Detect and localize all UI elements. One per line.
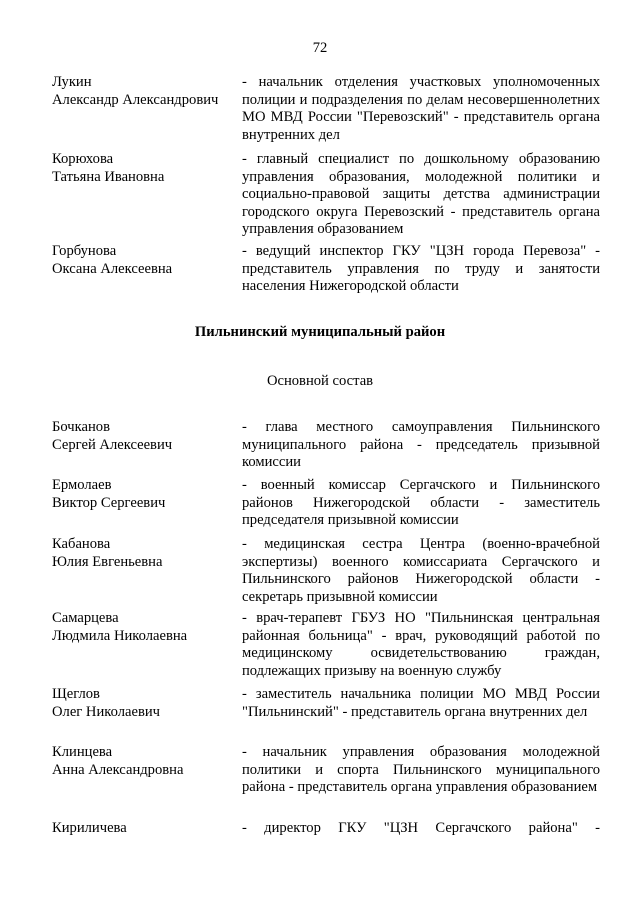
member-given-name: Оксана Алексеевна	[52, 260, 173, 277]
section-title: Пильнинский муниципальный район	[194, 324, 446, 340]
member-name	[52, 74, 242, 109]
member-given-name: Олег Николаевич	[52, 703, 161, 720]
member-role: - медицинская сестра Центра (военно-врачебной экспертизы) военного комиссариата Сергачского и Пильнинского районов Нижегородской области - секретарь призывной комиссии	[242, 536, 600, 605]
page-number: 72	[312, 40, 328, 56]
member-surname: Лукин	[52, 74, 92, 90]
member-name	[52, 686, 242, 721]
member-surname: Клинцева	[52, 744, 113, 760]
member-surname: Самарцева	[52, 610, 119, 626]
member-given-name: Юлия Евгеньевна	[52, 553, 163, 570]
member-given-name: Людмила Николаевна	[52, 627, 188, 644]
member-given-name: Татьяна Ивановна	[52, 168, 165, 185]
member-given-name: Александр Александрович	[52, 91, 219, 108]
member-role: - военный комиссар Сергачского и Пильнинского районов Нижегородской области - заместитель председателя призывной комиссии	[242, 477, 600, 528]
member-name	[52, 744, 242, 779]
member-role: - глава местного самоуправления Пильнинского муниципального района - председатель призывной комиссии	[242, 419, 600, 470]
member-role: - директор ГКУ "ЦЗН Сергачского района" -	[242, 820, 600, 836]
member-role: - заместитель начальника полиции МО МВД России "Пильнинский" - представитель органа внутренних дел	[242, 686, 600, 720]
member-given-name: Анна Александровна	[52, 761, 184, 778]
member-name	[52, 477, 242, 512]
member-role: - врач-терапевт ГБУЗ НО "Пильнинская центральная районная больница" - врач, руководящий работой по медицинскому освидетельствованию граждан, подлежащих призыву на военную службу	[242, 610, 600, 679]
member-name	[52, 610, 242, 645]
member-given-name: Виктор Сергеевич	[52, 494, 166, 511]
member-name	[52, 820, 242, 838]
subsection-title: Основной состав	[266, 373, 374, 389]
member-surname: Корюхова	[52, 151, 114, 167]
member-surname: Кириличева	[52, 820, 127, 836]
member-surname: Кабанова	[52, 536, 111, 552]
member-name	[52, 419, 242, 454]
member-role: - главный специалист по дошкольному образованию управления образования, молодежной политики и социально-правовой защиты детства администрации городского округа Перевозский - представитель органа управления образованием	[242, 151, 600, 237]
member-name	[52, 151, 242, 186]
member-role: - начальник отделения участковых уполномоченных полиции и подразделения по делам несовершеннолетних МО МВД России "Перевозский" - представитель органа внутренних дел	[242, 74, 600, 143]
member-name	[52, 243, 242, 278]
member-surname: Бочканов	[52, 419, 110, 435]
member-name	[52, 536, 242, 571]
member-role: - начальник управления образования молодежной политики и спорта Пильнинского муниципального района - представитель органа управления образованием	[242, 744, 600, 795]
member-surname: Ермолаев	[52, 477, 112, 493]
member-surname: Горбунова	[52, 243, 117, 259]
member-given-name: Сергей Алексеевич	[52, 436, 173, 453]
member-surname: Щеглов	[52, 686, 100, 702]
member-role: - ведущий инспектор ГКУ "ЦЗН города Перевоза" - представитель управления по труду и занятости населения Нижегородской области	[242, 243, 600, 294]
